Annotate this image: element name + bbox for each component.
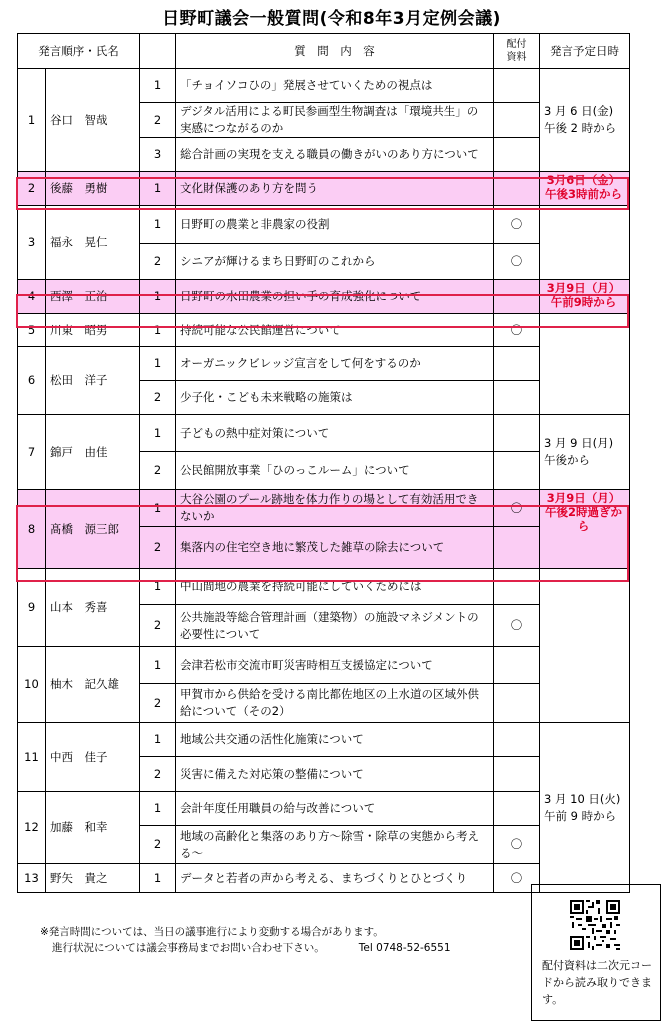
header-blank bbox=[140, 34, 176, 69]
question-text: 中山間地の農業を持続可能にしていくためには bbox=[176, 569, 494, 605]
question-text: 会津若松市交流市町災害時相互支援協定について bbox=[176, 647, 494, 684]
handout-empty-cell bbox=[494, 381, 540, 415]
footer-note-line2: 進行状況については議会事務局までお問い合わせ下さい。 bbox=[52, 942, 325, 954]
table-row bbox=[18, 792, 630, 826]
table-row bbox=[18, 723, 630, 757]
schedule-time: 午前 9 時から bbox=[544, 808, 617, 823]
question-number: 2 bbox=[140, 103, 176, 138]
handout-empty-cell bbox=[494, 792, 540, 826]
qr-description: 配付資料は二次元コードから読み取りできます。 bbox=[542, 959, 652, 1006]
schedule-time: 午後2時過ぎから bbox=[544, 505, 622, 533]
table-row bbox=[18, 280, 630, 314]
handout-available-mark: 〇 bbox=[494, 314, 540, 347]
schedule-blank bbox=[540, 206, 630, 280]
speaker-name: 野矢 貴之 bbox=[46, 864, 140, 893]
handout-empty-cell bbox=[494, 347, 540, 381]
footer-note-line1: ※発言時間については、当日の議事進行により変動する場合があります。 bbox=[40, 926, 384, 938]
handout-empty-cell bbox=[494, 452, 540, 490]
speaker-order-number: 8 bbox=[18, 490, 46, 569]
question-number: 1 bbox=[140, 206, 176, 244]
question-number: 2 bbox=[140, 381, 176, 415]
handout-empty-cell bbox=[494, 723, 540, 757]
question-text: 地域の高齢化と集落のあり方～除雪・除草の実態から考える～ bbox=[176, 826, 494, 864]
question-text: 少子化・こども未来戦略の施策は bbox=[176, 381, 494, 415]
table-row bbox=[18, 69, 630, 103]
handout-empty-cell bbox=[494, 69, 540, 103]
speaker-name: 福永 晃仁 bbox=[46, 206, 140, 280]
speaker-name: 山本 秀喜 bbox=[46, 569, 140, 647]
question-number: 1 bbox=[140, 415, 176, 452]
handout-available-mark: 〇 bbox=[494, 605, 540, 647]
header-handout-line2: 資料 bbox=[506, 52, 527, 63]
table-row bbox=[18, 569, 630, 605]
question-text: 総合計画の実現を支える職員の働きがいのあり方について bbox=[176, 138, 494, 172]
speaker-order-number: 11 bbox=[18, 723, 46, 792]
speaker-name: 錦戸 由佳 bbox=[46, 415, 140, 490]
speaker-order-number: 7 bbox=[18, 415, 46, 490]
table-row bbox=[18, 172, 630, 206]
question-number: 2 bbox=[140, 605, 176, 647]
schedule-date: 3月9日（月） bbox=[546, 491, 621, 505]
speaker-order-number: 2 bbox=[18, 172, 46, 206]
speaker-order-number: 1 bbox=[18, 69, 46, 172]
question-text: 集落内の住宅空き地に繁茂した雑草の除去について bbox=[176, 527, 494, 569]
question-text: 文化財保護のあり方を問う bbox=[176, 172, 494, 206]
question-text: デジタル活用による町民参画型生物調査は「環境共生」の実感につながるのか bbox=[176, 103, 494, 138]
header-content: 質 問 内 容 bbox=[176, 34, 494, 69]
speaker-name: 中西 佳子 bbox=[46, 723, 140, 792]
schedule-mar10-am9 bbox=[540, 723, 630, 893]
question-number: 1 bbox=[140, 172, 176, 206]
footer-tel: Tel 0748-52-6551 bbox=[358, 942, 451, 954]
speaker-name: 松田 洋子 bbox=[46, 347, 140, 415]
speaker-order-number: 13 bbox=[18, 864, 46, 893]
handout-empty-cell bbox=[494, 757, 540, 792]
question-number: 2 bbox=[140, 244, 176, 280]
schedule-mar6-pm2 bbox=[540, 69, 630, 172]
question-schedule-table bbox=[17, 33, 630, 893]
schedule-mar9-pm2 bbox=[540, 490, 630, 569]
schedule-blank bbox=[540, 314, 630, 415]
schedule-date: 3 月 10 日(火) bbox=[544, 791, 621, 806]
question-number: 1 bbox=[140, 69, 176, 103]
speaker-name: 西澤 正治 bbox=[46, 280, 140, 314]
question-number: 2 bbox=[140, 452, 176, 490]
qr-box bbox=[531, 884, 661, 1021]
handout-empty-cell bbox=[494, 527, 540, 569]
question-number: 1 bbox=[140, 490, 176, 527]
handout-available-mark: 〇 bbox=[494, 490, 540, 527]
header-order-name: 発言順序・氏名 bbox=[18, 34, 140, 69]
schedule-date: 3 月 6 日(金) bbox=[544, 104, 614, 118]
speaker-order-number: 5 bbox=[18, 314, 46, 347]
question-text: データと若者の声から考える、まちづくりとひとづくり bbox=[176, 864, 494, 893]
table-row bbox=[18, 314, 630, 347]
question-text: 大谷公園のプール跡地を体力作りの場として有効活用できないか bbox=[176, 490, 494, 527]
handout-empty-cell bbox=[494, 415, 540, 452]
header-schedule: 発言予定日時 bbox=[540, 34, 630, 69]
speaker-name: 加藤 和幸 bbox=[46, 792, 140, 864]
schedule-date: 3 月 9 日(月) bbox=[544, 436, 614, 450]
question-number: 2 bbox=[140, 826, 176, 864]
speaker-order-number: 3 bbox=[18, 206, 46, 280]
question-text: 公共施設等総合管理計画（建築物）の施設マネジメントの必要性について bbox=[176, 605, 494, 647]
speaker-name: 谷口 智哉 bbox=[46, 69, 140, 172]
handout-empty-cell bbox=[494, 103, 540, 138]
question-number: 1 bbox=[140, 280, 176, 314]
schedule-blank bbox=[540, 569, 630, 723]
handout-available-mark: 〇 bbox=[494, 206, 540, 244]
question-text: 日野町の農業と非農家の役割 bbox=[176, 206, 494, 244]
question-text: 災害に備えた対応策の整備について bbox=[176, 757, 494, 792]
handout-empty-cell bbox=[494, 172, 540, 206]
question-text: 持続可能な公民館運営について bbox=[176, 314, 494, 347]
schedule-mar9-pm bbox=[540, 415, 630, 490]
question-number: 2 bbox=[140, 684, 176, 723]
handout-available-mark: 〇 bbox=[494, 826, 540, 864]
header-handout-line1: 配付 bbox=[506, 39, 527, 50]
question-text: 甲賀市から供給を受ける南比都佐地区の上水道の区域外供給について（その2） bbox=[176, 684, 494, 723]
handout-empty-cell bbox=[494, 280, 540, 314]
question-number: 1 bbox=[140, 864, 176, 893]
question-text: 会計年度任用職員の給与改善について bbox=[176, 792, 494, 826]
handout-empty-cell bbox=[494, 647, 540, 684]
schedule-mar6-pm3 bbox=[540, 172, 630, 206]
header-handout bbox=[494, 34, 540, 69]
speaker-name: 後藤 勇樹 bbox=[46, 172, 140, 206]
speaker-order-number: 10 bbox=[18, 647, 46, 723]
qr-code-icon[interactable] bbox=[570, 900, 620, 950]
handout-available-mark: 〇 bbox=[494, 864, 540, 893]
question-number: 1 bbox=[140, 314, 176, 347]
schedule-time: 午前9時から bbox=[550, 295, 617, 309]
schedule-date: 3月6日（金） bbox=[546, 173, 621, 187]
question-number: 2 bbox=[140, 757, 176, 792]
question-text: 「チョイソコひの」発展させていくための視点は bbox=[176, 69, 494, 103]
schedule-time: 午後から bbox=[544, 453, 590, 467]
question-text: 子どもの熱中症対策について bbox=[176, 415, 494, 452]
schedule-time: 午後 2 時から bbox=[544, 121, 617, 135]
footer-note bbox=[40, 924, 451, 956]
handout-available-mark: 〇 bbox=[494, 244, 540, 280]
handout-empty-cell bbox=[494, 138, 540, 172]
speaker-name: 髙橋 源三郎 bbox=[46, 490, 140, 569]
handout-empty-cell bbox=[494, 569, 540, 605]
table-header-row bbox=[18, 34, 630, 69]
question-number: 1 bbox=[140, 647, 176, 684]
schedule-time: 午後3時前から bbox=[544, 187, 622, 201]
handout-empty-cell bbox=[494, 684, 540, 723]
speaker-order-number: 4 bbox=[18, 280, 46, 314]
question-number: 3 bbox=[140, 138, 176, 172]
question-text: オーガニックビレッジ宣言をして何をするのか bbox=[176, 347, 494, 381]
question-text: 日野町の水田農業の担い手の育成強化について bbox=[176, 280, 494, 314]
question-number: 1 bbox=[140, 792, 176, 826]
speaker-name: 柚木 記久雄 bbox=[46, 647, 140, 723]
question-number: 1 bbox=[140, 569, 176, 605]
table-row bbox=[18, 647, 630, 684]
table-row bbox=[18, 206, 630, 244]
question-text: 公民館開放事業「ひのっこルーム」について bbox=[176, 452, 494, 490]
question-number: 1 bbox=[140, 723, 176, 757]
speaker-order-number: 12 bbox=[18, 792, 46, 864]
question-number: 1 bbox=[140, 347, 176, 381]
question-text: シニアが輝けるまち日野町のこれから bbox=[176, 244, 494, 280]
speaker-order-number: 9 bbox=[18, 569, 46, 647]
question-number: 2 bbox=[140, 527, 176, 569]
table-row bbox=[18, 490, 630, 527]
question-text: 地域公共交通の活性化施策について bbox=[176, 723, 494, 757]
schedule-mar9-am9 bbox=[540, 280, 630, 314]
page-title: 日野町議会一般質問(令和8年3月定例会議) bbox=[162, 9, 501, 29]
schedule-date: 3月9日（月） bbox=[546, 281, 621, 295]
speaker-name: 川東 昭男 bbox=[46, 314, 140, 347]
table-row bbox=[18, 347, 630, 381]
table-row bbox=[18, 415, 630, 452]
speaker-order-number: 6 bbox=[18, 347, 46, 415]
